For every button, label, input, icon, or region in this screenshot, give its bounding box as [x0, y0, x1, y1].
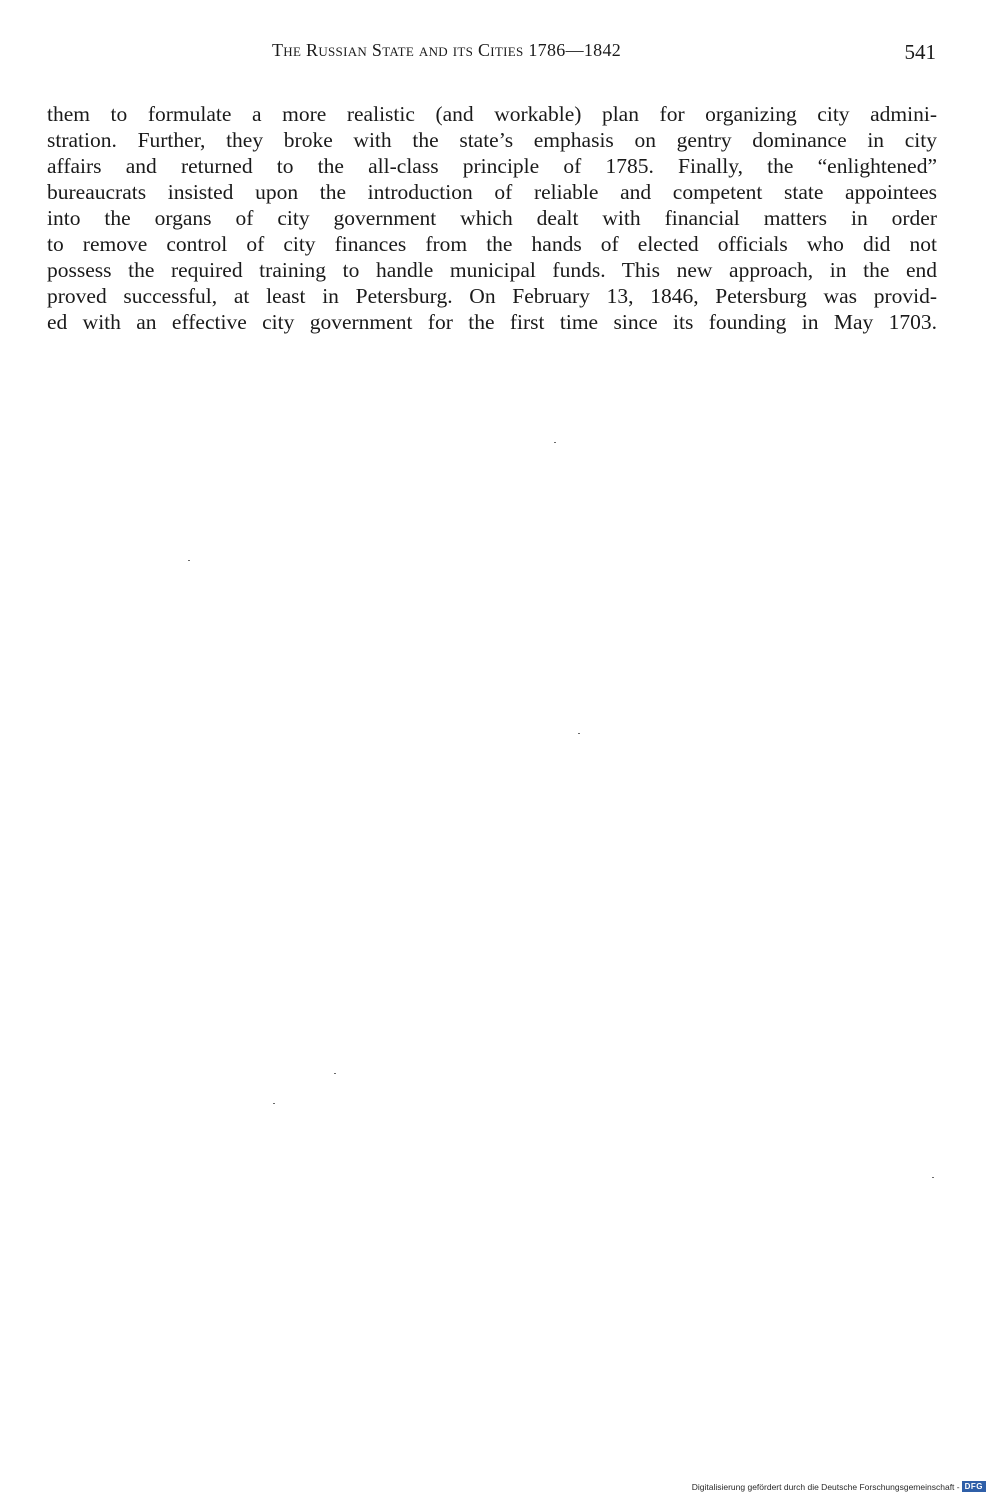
text-line: bureaucrats insisted upon the introduction of reliable and competent state appointees — [47, 180, 937, 204]
page-number: 541 — [904, 40, 936, 64]
body-paragraph — [47, 101, 937, 335]
text-line: proved successful, at least in Petersburg. On February 13, 1846, Petersburg was provid- — [47, 284, 937, 308]
digitization-credit — [692, 1481, 986, 1492]
scan-speck — [578, 733, 580, 734]
text-line: possess the required training to handle municipal funds. This new approach, in the end — [47, 258, 937, 282]
text-line: ed with an effective city government for the first time since its founding in May 1703. — [47, 310, 937, 334]
scan-speck — [273, 1103, 275, 1104]
credit-text: Digitalisierung gefördert durch die Deutsche Forschungsgemeinschaft - — [691, 1481, 960, 1492]
scan-speck — [554, 442, 556, 443]
text-line: to remove control of city finances from the hands of elected officials who did not — [47, 232, 937, 256]
scan-speck — [188, 560, 190, 561]
scan-speck — [334, 1073, 336, 1074]
scan-speck — [932, 1177, 934, 1178]
text-line: affairs and returned to the all-class principle of 1785. Finally, the “enlightened” — [47, 154, 937, 178]
dfg-logo: DFG — [962, 1481, 986, 1492]
running-header-title: The Russian State and its Cities 1786—1842 — [272, 40, 622, 60]
text-line: stration. Further, they broke with the state’s emphasis on gentry dominance in city — [47, 128, 937, 152]
text-line: them to formulate a more realistic (and workable) plan for organizing city admini- — [47, 102, 937, 126]
text-line: into the organs of city government which dealt with financial matters in order — [47, 206, 937, 230]
